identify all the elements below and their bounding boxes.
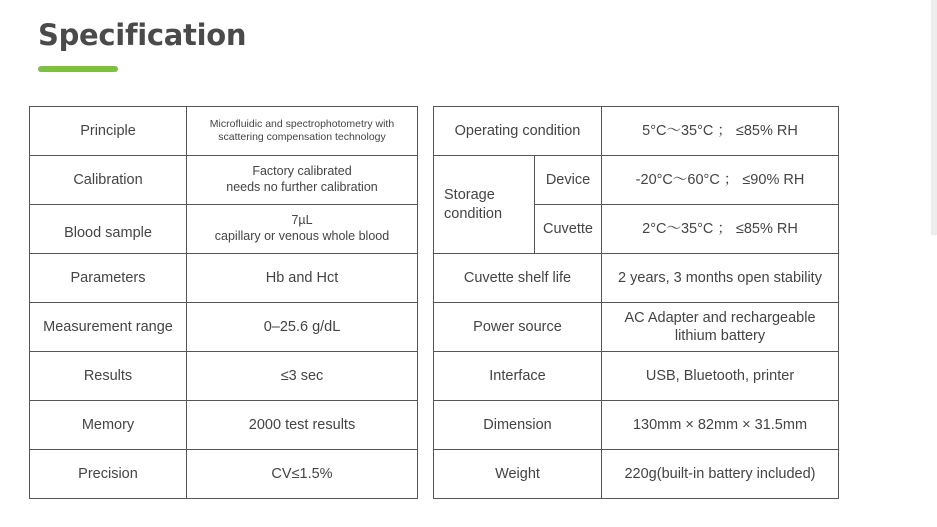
spec-label-line: Storage: [444, 187, 495, 204]
spec-row-precision: [30, 450, 418, 499]
spec-label: Weight: [434, 450, 602, 499]
spec-value-line: Factory calibrated: [252, 164, 352, 179]
spec-value: 2 years, 3 months open stability: [602, 254, 839, 303]
spec-row-weight: [434, 450, 839, 499]
spec-row-blood-sample: [30, 205, 418, 254]
spec-label: Calibration: [30, 156, 187, 205]
spec-row-interface: [434, 352, 839, 401]
spec-row-cuvette-shelf-life: [434, 254, 839, 303]
spec-table-left: [29, 106, 418, 499]
spec-value: 220g(built-in battery included): [602, 450, 839, 499]
spec-value-line: 7µL: [291, 213, 313, 228]
spec-value: Hb and Hct: [187, 254, 418, 303]
spec-value: 0–25.6 g/dL: [187, 303, 418, 352]
spec-value: [187, 156, 418, 205]
spec-value: [602, 303, 839, 352]
spec-value-line: AC Adapter and rechargeable: [624, 309, 816, 326]
storage-condition-label: [434, 156, 535, 254]
spec-sublabel: Device: [535, 156, 602, 205]
spec-label: Operating condition: [434, 107, 602, 156]
spec-row-principle: [30, 107, 418, 156]
spec-row-operating-condition: [434, 107, 839, 156]
spec-row-power-source: [434, 303, 839, 352]
spec-label: Measurement range: [30, 303, 187, 352]
spec-label: Parameters: [30, 254, 187, 303]
spec-label: Memory: [30, 401, 187, 450]
spec-label: Precision: [30, 450, 187, 499]
spec-row-memory: [30, 401, 418, 450]
spec-label: Power source: [434, 303, 602, 352]
spec-label: Interface: [434, 352, 602, 401]
spec-value-line: lithium battery: [674, 328, 766, 344]
spec-row-calibration: [30, 156, 418, 205]
spec-table-right: [433, 106, 839, 499]
spec-value: USB, Bluetooth, printer: [602, 352, 839, 401]
spec-label: Results: [30, 352, 187, 401]
spec-label: Blood sample: [30, 205, 187, 254]
spec-label: Principle: [30, 107, 187, 156]
spec-row-dimension: [434, 401, 839, 450]
spec-value-line: Microfluidic and spectrophotometry with: [209, 117, 395, 130]
spec-value-line: scattering compensation technology: [218, 131, 386, 143]
spec-value: [187, 205, 418, 254]
spec-row-parameters: [30, 254, 418, 303]
spec-value-line: capillary or venous whole blood: [214, 229, 390, 243]
scrollbar[interactable]: [931, 0, 937, 235]
spec-row-results: [30, 352, 418, 401]
spec-value: [187, 107, 418, 156]
spec-label-line: condition: [444, 205, 503, 222]
spec-value: 130mm × 82mm × 31.5mm: [602, 401, 839, 450]
spec-row-measurement-range: [30, 303, 418, 352]
title-underline: [38, 66, 118, 72]
spec-value: 2°C～35°C ； ≤85% RH: [602, 205, 839, 254]
spec-value: 2000 test results: [187, 401, 418, 450]
spec-sublabel: Cuvette: [535, 205, 602, 254]
spec-value: 5°C～35°C ； ≤85% RH: [602, 107, 839, 156]
page-title: Specification: [38, 18, 247, 52]
spec-label: Cuvette shelf life: [434, 254, 602, 303]
spec-row-storage-device: [434, 156, 839, 205]
spec-label: Dimension: [434, 401, 602, 450]
spec-value: CV≤1.5%: [187, 450, 418, 499]
spec-value-line: needs no further calibration: [226, 180, 378, 194]
spec-value: -20°C～60°C ； ≤90% RH: [602, 156, 839, 205]
spec-value: ≤3 sec: [187, 352, 418, 401]
